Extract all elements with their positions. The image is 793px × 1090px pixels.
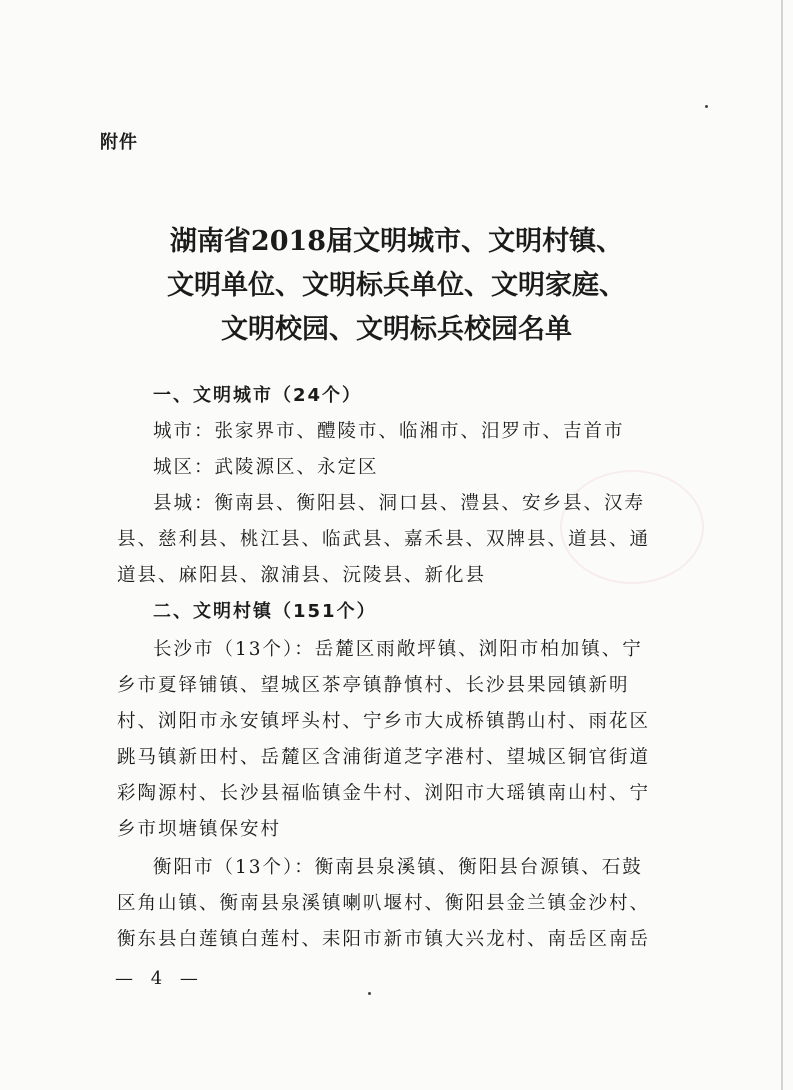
hengyang-line: 衡阳市（13个）：衡南县泉溪镇、衡阳县台源镇、石鼓 — [153, 857, 643, 878]
changsha-line: 乡市坝塘镇保安村 — [117, 819, 282, 840]
section1-line: 县、慈利县、桃江县、临武县、嘉禾县、双牌县、道县、通 — [117, 529, 651, 550]
page-number: — 4 — — [115, 968, 204, 989]
title-line-3: 文明校园、文明标兵校园名单 — [221, 314, 572, 345]
changsha-line: 长沙市（13个）：岳麓区雨敞坪镇、浏阳市柏加镇、宁 — [153, 639, 643, 660]
section1-line: 城区：武陵源区、永定区 — [153, 457, 379, 478]
section1-heading: 一、文明城市（24个） — [153, 385, 363, 406]
page-edge — [781, 0, 783, 1090]
changsha-line: 彩陶源村、长沙县福临镇金牛村、浏阳市大瑶镇南山村、宁 — [117, 783, 651, 804]
changsha-line: 乡市夏铎铺镇、望城区茶亭镇静慎村、长沙县果园镇新明 — [117, 675, 630, 696]
section2-heading: 二、文明村镇（151个） — [153, 601, 377, 622]
changsha-line: 村、浏阳市永安镇坪头村、宁乡市大成桥镇鹊山村、雨花区 — [117, 711, 651, 732]
scan-speck — [705, 105, 708, 108]
hengyang-line: 区角山镇、衡南县泉溪镇喇叭堰村、衡阳县金兰镇金沙村、 — [117, 893, 651, 914]
title-line-2: 文明单位、文明标兵单位、文明家庭、 — [167, 270, 626, 301]
section1-line: 城市：张家界市、醴陵市、临湘市、汨罗市、吉首市 — [153, 421, 625, 442]
changsha-line: 跳马镇新田村、岳麓区含浦街道芝字港村、望城区铜官街道 — [117, 747, 651, 768]
title-line-1: 湖南省2018届文明城市、文明村镇、 — [169, 226, 624, 257]
hengyang-line: 衡东县白莲镇白莲村、耒阳市新市镇大兴龙村、南岳区南岳 — [117, 929, 651, 950]
scan-speck — [368, 992, 371, 995]
section1-line: 县城：衡南县、衡阳县、洞口县、澧县、安乡县、汉寿 — [153, 493, 646, 514]
section1-line: 道县、麻阳县、溆浦县、沅陵县、新化县 — [117, 565, 487, 586]
attachment-label: 附件 — [100, 132, 138, 153]
